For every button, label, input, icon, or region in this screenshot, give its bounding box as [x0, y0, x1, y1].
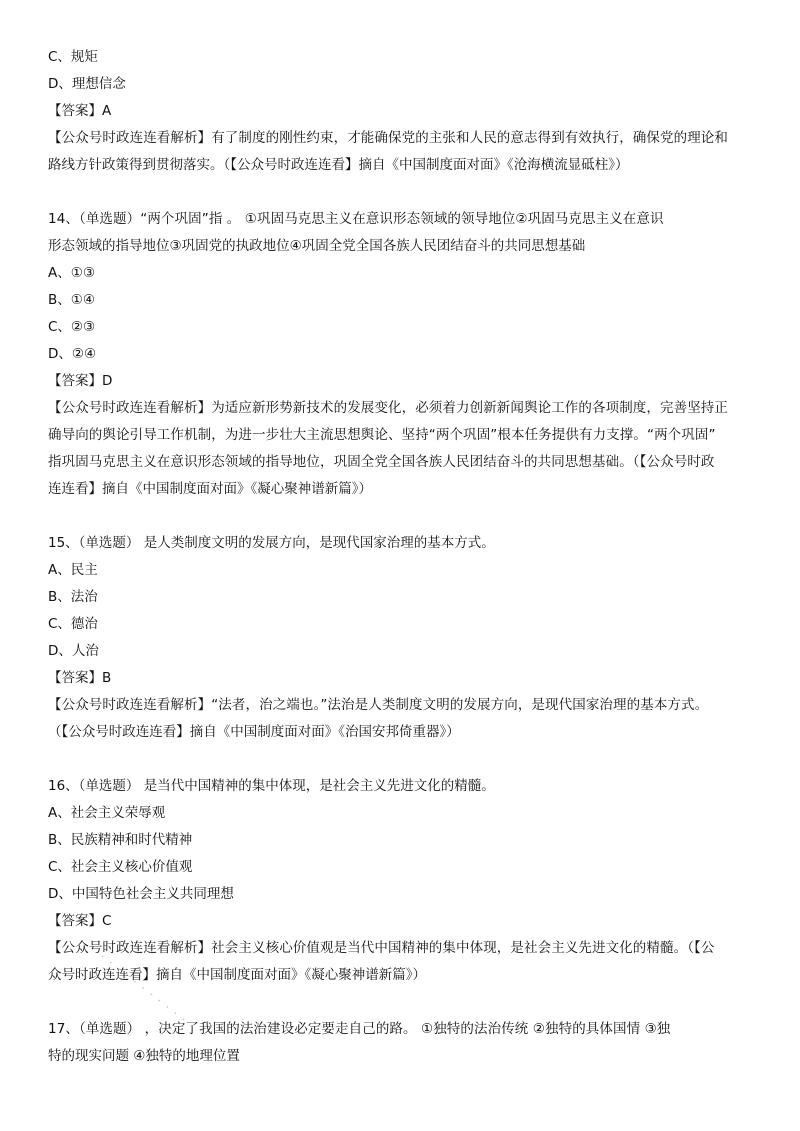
q15-option-d: D、人治 — [48, 643, 99, 659]
q14-answer: 【答案】D — [48, 373, 113, 389]
q14-option-c: C、②③ — [48, 319, 96, 335]
q14-stem-line-2: 形态领域的指导地位③巩固党的执政地位④巩固全党全国各族人民团结奋斗的共同思想基础 — [48, 238, 586, 254]
q13-analysis-line-1: 【公众号时政连连看解析】有了制度的刚性约束，才能确保党的主张和人民的意志得到有效执行，确保党的理论和 — [48, 130, 728, 146]
q17-stem-line-1: 17、（单选题） ，决定了我国的法治建设必定要走自己的路。 ①独特的法治传统 ②独特的具体国情 ③独 — [48, 1021, 671, 1037]
q13-option-c: C、规矩 — [48, 49, 98, 65]
q14-option-b: B、①④ — [48, 292, 95, 308]
q16-answer: 【答案】C — [48, 913, 112, 929]
q17-stem-line-2: 特的现实问题 ④独特的地理位置 — [48, 1048, 240, 1064]
q13-answer: 【答案】A — [48, 103, 112, 119]
q14-analysis-line-3: 指巩固马克思主义在意识形态领域的指导地位，巩固全党全国各族人民团结奋斗的共同思想基础。（【公众号时政 — [48, 454, 715, 470]
q14-option-d: D、②④ — [48, 346, 97, 362]
q14-analysis-line-4: 连连看】摘自《中国制度面对面》《凝心聚神谱新篇》） — [48, 481, 372, 497]
q14-stem-line-1: 14、（单选题）“两个巩固”指 。 ①巩固马克思主义在意识形态领域的领导地位②巩固马克思主义在意识 — [48, 211, 664, 227]
q15-option-c: C、德治 — [48, 616, 98, 632]
q13-analysis-line-2: 路线方针政策得到贯彻落实。（【公众号时政连连看】摘自《中国制度面对面》《沧海横流显砥柱》） — [48, 157, 629, 173]
q15-option-b: B、法治 — [48, 589, 98, 605]
q14-option-a: A、①③ — [48, 265, 95, 281]
q16-stem: 16、（单选题） 是当代中国精神的集中体现，是社会主义先进文化的精髓。 — [48, 778, 495, 794]
q15-option-a: A、民主 — [48, 562, 98, 578]
q15-stem: 15、（单选题） 是人类制度文明的发展方向，是现代国家治理的基本方式。 — [48, 535, 495, 551]
watermark: · · · · · · · · · · · · — [95, 950, 199, 1035]
q15-analysis-line-2: （【公众号时政连连看】摘自《中国制度面对面》《治国安邦倚重器》） — [48, 724, 460, 740]
q16-analysis-line-1: 【公众号时政连连看解析】社会主义核心价值观是当代中国精神的集中体现，是社会主义先进文化的精髓。（【公 — [48, 940, 715, 956]
q16-option-a: A、社会主义荣辱观 — [48, 805, 166, 821]
q15-analysis-line-1: 【公众号时政连连看解析】“法者，治之端也。”法治是人类制度文明的发展方向，是现代国家治理的基本方式。 — [48, 697, 709, 713]
q16-option-b: B、民族精神和时代精神 — [48, 832, 193, 848]
q16-option-d: D、中国特色社会主义共同理想 — [48, 886, 234, 902]
q13-option-d: D、理想信念 — [48, 76, 126, 92]
q15-answer: 【答案】B — [48, 670, 112, 686]
q16-analysis-line-2: 众号时政连连看】摘自《中国制度面对面》《凝心聚神谱新篇》） — [48, 967, 426, 983]
q14-analysis-line-2: 确导向的舆论引导工作机制，为进一步壮大主流思想舆论、坚持“两个巩固”根本任务提供有力支撑。“两个巩固” — [48, 427, 716, 443]
q16-option-c: C、社会主义核心价值观 — [48, 859, 193, 875]
q14-analysis-line-1: 【公众号时政连连看解析】为适应新形势新技术的发展变化，必须着力创新新闻舆论工作的各项制度，完善坚持正 — [48, 400, 728, 416]
